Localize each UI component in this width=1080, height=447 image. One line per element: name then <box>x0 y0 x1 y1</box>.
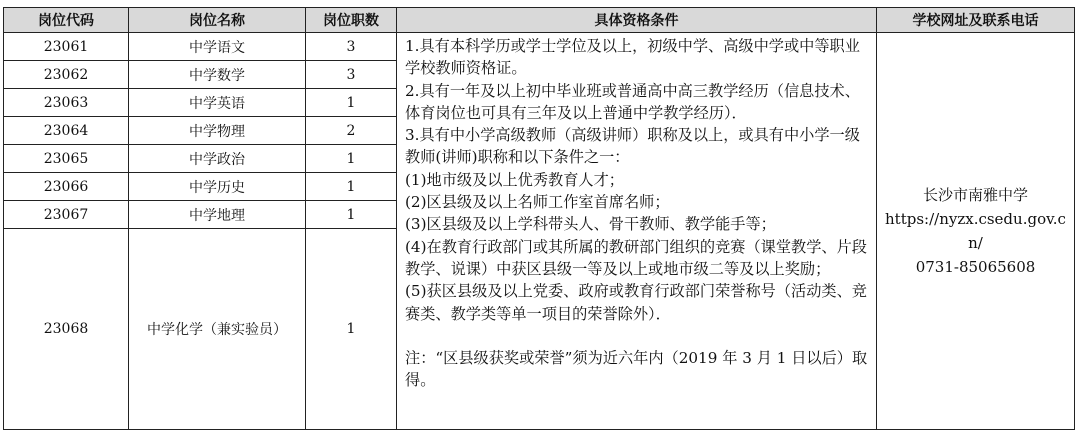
position-code: 23064 <box>4 117 129 145</box>
position-count: 2 <box>306 117 397 145</box>
condition-item: (2)区县级及以上名师工作室首席名师； <box>405 193 670 212</box>
header-count: 岗位职数 <box>306 8 397 33</box>
position-name: 中学政治 <box>129 145 306 173</box>
position-code: 23066 <box>4 173 129 201</box>
position-code: 23061 <box>4 33 129 61</box>
condition-item: (1)地市级及以上优秀教育人才； <box>405 170 624 189</box>
school-url[interactable]: https://nyzx.csedu.gov.cn/ <box>885 210 1066 252</box>
condition-item: (5)获区县级及以上党委、政府或教育行政部门荣誉称号（活动类、竞赛类、教学类等单一项目的荣誉除外）． <box>405 282 867 323</box>
header-contact: 学校网址及联系电话 <box>877 8 1075 33</box>
position-count: 1 <box>306 201 397 229</box>
school-name: 长沙市南雅中学 <box>922 186 1028 204</box>
school-phone: 0731-85065608 <box>915 258 1036 276</box>
header-name: 岗位名称 <box>129 8 306 33</box>
condition-item: 3.具有中小学高级教师（高级讲师）职称及以上，或具有中小学一级教师(讲师)职称和以下条件之一： <box>405 126 860 167</box>
condition-note: 注：“区县级获奖或荣誉”须为近六年内（2019 年 3 月 1 日以后）取得。 <box>405 348 868 390</box>
position-name: 中学语文 <box>129 33 306 61</box>
position-count: 3 <box>306 33 397 61</box>
position-code: 23067 <box>4 201 129 229</box>
position-name: 中学物理 <box>129 117 306 145</box>
header-row <box>4 8 1075 33</box>
table-row <box>4 33 1075 61</box>
position-count: 1 <box>306 173 397 201</box>
condition-item: 2.具有一年及以上初中毕业班或普通高中高三教学经历（信息技术、体育岗位也可具有三年及以上普通中学教学经历）． <box>405 81 860 122</box>
header-conditions: 具体资格条件 <box>397 8 877 33</box>
recruitment-table-wrapper <box>3 7 1075 430</box>
position-count: 1 <box>306 145 397 173</box>
position-count: 3 <box>306 61 397 89</box>
position-name: 中学化学（兼实验员） <box>129 229 306 430</box>
position-name: 中学英语 <box>129 89 306 117</box>
position-name: 中学数学 <box>129 61 306 89</box>
position-count: 1 <box>306 89 397 117</box>
position-count: 1 <box>306 229 397 430</box>
position-code: 23062 <box>4 61 129 89</box>
condition-item: (4)在教育行政部门或其所属的教研部门组织的竞赛（课堂教学、片段教学、说课）中获区县级一等及以上或地市级二等及以上奖励； <box>405 237 867 278</box>
position-code: 23065 <box>4 145 129 173</box>
recruitment-table <box>3 7 1075 430</box>
contact-cell <box>877 33 1075 430</box>
position-code: 23063 <box>4 89 129 117</box>
condition-item: (3)区县级及以上学科带头人、骨干教师、教学能手等； <box>405 215 776 234</box>
position-name: 中学地理 <box>129 201 306 229</box>
position-code: 23068 <box>4 229 129 430</box>
header-code: 岗位代码 <box>4 8 129 33</box>
conditions-cell <box>397 33 877 430</box>
position-name: 中学历史 <box>129 173 306 201</box>
condition-item: 1.具有本科学历或学士学位及以上，初级中学、高级中学或中等职业学校教师资格证。 <box>405 37 860 78</box>
